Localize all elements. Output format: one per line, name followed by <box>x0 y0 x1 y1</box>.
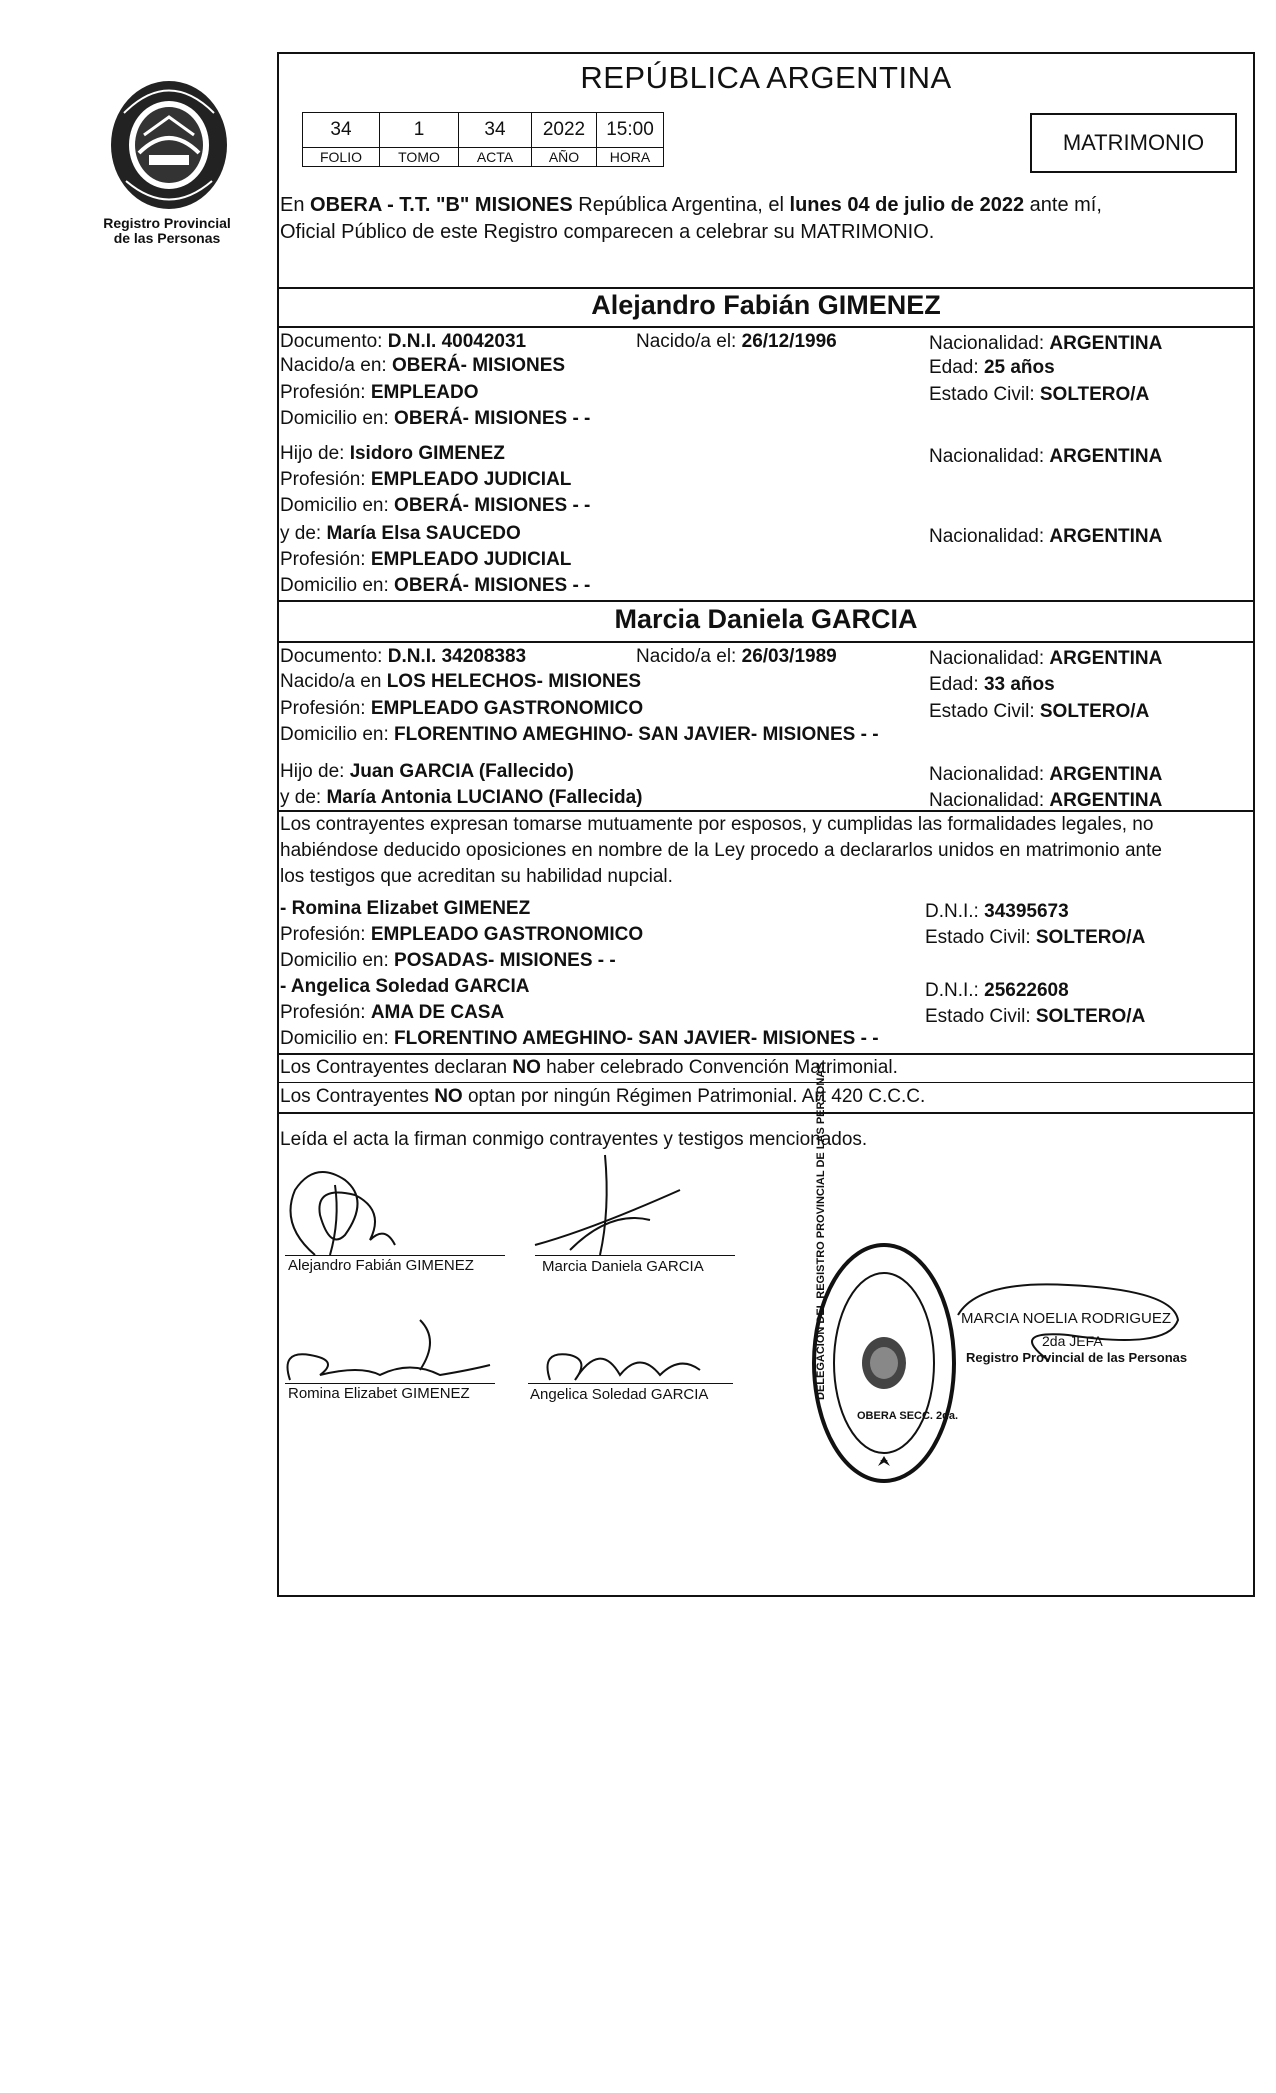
prof-label: Profesión: <box>280 1002 371 1023</box>
address-label: Domicilio en: <box>280 1028 395 1049</box>
intro-date: lunes 04 de julio de 2022 <box>789 194 1025 216</box>
party2-father-value: Juan GARCIA (Fallecido) <box>349 761 574 782</box>
party2-birthdate <box>636 645 837 669</box>
party1-father-addr-value: OBERÁ- MISIONES - - <box>394 495 591 516</box>
logo-caption-line2: de las Personas <box>113 230 221 246</box>
signature-scribble-1 <box>275 1155 425 1265</box>
party1-father-profession <box>280 468 571 492</box>
divider <box>277 1082 1255 1083</box>
provincial-registry-logo <box>104 73 234 213</box>
signature-scribble-4 <box>530 1330 730 1390</box>
divider <box>277 326 1255 328</box>
doc-label: Documento: <box>280 646 388 667</box>
party1-birthplace <box>280 354 565 378</box>
witness2-addr-value: FLORENTINO AMEGHINO- SAN JAVIER- MISIONES - - <box>394 1028 879 1049</box>
divider <box>277 641 1255 643</box>
birthplace-label: Nacido/a en: <box>280 355 392 376</box>
folio-value: 34 <box>303 113 380 148</box>
witness2-civil-status <box>925 1005 1145 1029</box>
father-label: Hijo de: <box>280 443 350 464</box>
party1-name: Alejandro Fabián GIMENEZ <box>591 290 941 320</box>
party2-address-value: FLORENTINO AMEGHINO- SAN JAVIER- MISIONES - - <box>394 724 879 745</box>
witness2-profession <box>280 1001 504 1025</box>
born-label: Nacido/a el: <box>636 331 742 352</box>
signature-line <box>285 1255 505 1256</box>
signature-label-3: Romina Elizabet GIMENEZ <box>288 1385 470 1402</box>
party1-nationality <box>929 332 1162 356</box>
witness1-address <box>280 949 616 973</box>
intro-line2: Oficial Público de este Registro comparecen a celebrar su MATRIMONIO. <box>280 221 935 243</box>
party2-name: Marcia Daniela GARCIA <box>614 604 918 634</box>
seal-text-bottom: OBERA SECC. 2da. <box>857 1410 959 1422</box>
party1-father-nat-value: ARGENTINA <box>1049 446 1163 467</box>
signature-line <box>535 1255 735 1256</box>
party2-mother-value: María Antonia LUCIANO (Fallecida) <box>326 787 643 808</box>
tomo-value: 1 <box>380 113 459 148</box>
page-title: REPÚBLICA ARGENTINA <box>580 60 952 95</box>
party1-profession <box>280 381 479 405</box>
intro-p1: En <box>280 194 311 216</box>
convention-line1 <box>280 1056 898 1080</box>
witness1-prof-value: EMPLEADO GASTRONOMICO <box>370 924 644 945</box>
party1-prof-value: EMPLEADO <box>370 382 479 403</box>
witness2-name: - Angelica Soledad GARCIA <box>280 976 530 997</box>
acta-label: ACTA <box>459 148 532 167</box>
logo-caption <box>82 216 252 246</box>
civil-label: Estado Civil: <box>925 1006 1036 1027</box>
address-label: Domicilio en: <box>280 950 395 971</box>
convention-c2c: optan por ningún Régimen Patrimonial. Art 420 C.C.C. <box>462 1086 926 1107</box>
address-label: Domicilio en: <box>280 495 395 516</box>
party1-mother <box>280 522 521 546</box>
party1-address-value: OBERÁ- MISIONES - - <box>394 408 591 429</box>
party1-mother-prof-value: EMPLEADO JUDICIAL <box>370 549 572 570</box>
signature-line <box>285 1383 495 1384</box>
convention-line2 <box>280 1085 925 1109</box>
officer-name: MARCIA NOELIA RODRIGUEZ <box>961 1310 1172 1327</box>
mother-label: y de: <box>280 523 327 544</box>
witness2-address <box>280 1027 879 1051</box>
convention-c1a: Los Contrayentes declaran <box>280 1057 513 1078</box>
nat-label: Nacionalidad: <box>929 764 1050 785</box>
party1-mother-nat-value: ARGENTINA <box>1049 526 1163 547</box>
party1-birthplace-value: OBERÁ- MISIONES <box>391 355 566 376</box>
witness1-name: - Romina Elizabet GIMENEZ <box>280 898 531 919</box>
tomo-label: TOMO <box>380 148 459 167</box>
nat-label: Nacionalidad: <box>929 790 1050 811</box>
anio-label: AÑO <box>532 148 597 167</box>
declaration-line1: Los contrayentes expresan tomarse mutuamente por esposos, y cumplidas las formalidades legales, no <box>280 814 1154 835</box>
witness2-dni <box>925 979 1069 1003</box>
signature-label-1: Alejandro Fabián GIMENEZ <box>288 1257 474 1274</box>
witness2-prof-value: AMA DE CASA <box>370 1002 505 1023</box>
intro-place: OBERA - T.T. "B" MISIONES <box>310 194 573 216</box>
age-label: Edad: <box>929 674 984 695</box>
party2-profession <box>280 697 643 721</box>
age-label: Edad: <box>929 357 984 378</box>
prof-label: Profesión: <box>280 698 371 719</box>
witness1-civil-status <box>925 926 1145 950</box>
signature-line <box>528 1383 733 1384</box>
party2-father-nationality <box>929 763 1162 787</box>
party2-nationality <box>929 647 1162 671</box>
witness1-profession <box>280 923 643 947</box>
divider <box>277 1053 1255 1055</box>
address-label: Domicilio en: <box>280 408 395 429</box>
party1-father-prof-value: EMPLEADO JUDICIAL <box>370 469 572 490</box>
party2-born-value: 26/03/1989 <box>741 646 837 667</box>
party1-address <box>280 407 590 431</box>
witness2-civil-value: SOLTERO/A <box>1035 1006 1146 1027</box>
officer-org: Registro Provincial de las Personas <box>966 1350 1188 1365</box>
born-label: Nacido/a el: <box>636 646 742 667</box>
party2-mother <box>280 786 642 810</box>
folio-label: FOLIO <box>303 148 380 167</box>
officer-title: 2da JEFA <box>1042 1333 1103 1349</box>
party1-father <box>280 442 505 466</box>
certificate-type-box <box>1030 113 1237 173</box>
divider <box>277 287 1255 289</box>
party2-civil-status <box>929 700 1149 724</box>
convention-c1b: NO <box>512 1057 541 1078</box>
birthplace-label: Nacido/a en <box>280 671 387 692</box>
divider <box>277 600 1255 602</box>
prof-label: Profesión: <box>280 549 371 570</box>
witness2-dni-value: 25622608 <box>984 980 1069 1001</box>
party2-birthplace-value: LOS HELECHOS- MISIONES <box>386 671 642 692</box>
record-table <box>302 112 664 167</box>
civil-label: Estado Civil: <box>929 701 1040 722</box>
father-label: Hijo de: <box>280 761 350 782</box>
prof-label: Profesión: <box>280 469 371 490</box>
signature-label-2: Marcia Daniela GARCIA <box>542 1258 704 1275</box>
intro-p3: ante mí, <box>1024 194 1102 216</box>
witness1-civil-value: SOLTERO/A <box>1035 927 1146 948</box>
doc-label: Documento: <box>280 331 388 352</box>
party1-father-value: Isidoro GIMENEZ <box>349 443 505 464</box>
divider <box>277 810 1255 812</box>
party1-doc-value: D.N.I. 40042031 <box>387 331 527 352</box>
convention-c2a: Los Contrayentes <box>280 1086 435 1107</box>
party2-address <box>280 723 879 747</box>
party1-civil-status <box>929 383 1149 407</box>
dni-label: D.N.I.: <box>925 980 985 1001</box>
party1-father-nationality <box>929 445 1162 469</box>
nat-label: Nacionalidad: <box>929 648 1050 669</box>
party1-age <box>929 356 1055 380</box>
acta-value: 34 <box>459 113 532 148</box>
prof-label: Profesión: <box>280 924 371 945</box>
party2-father-nat-value: ARGENTINA <box>1049 764 1163 785</box>
address-label: Domicilio en: <box>280 724 395 745</box>
declaration-line3: los testigos que acreditan su habilidad nupcial. <box>280 866 673 887</box>
anio-value: 2022 <box>532 113 597 148</box>
nat-label: Nacionalidad: <box>929 526 1050 547</box>
declaration-line2: habiéndose deducido oposiciones en nombre de la Ley procedo a declararlos unidos en matrimonio ante <box>280 840 1162 861</box>
witness1-dni <box>925 900 1069 924</box>
signature-label-4: Angelica Soledad GARCIA <box>530 1386 709 1403</box>
party1-mother-address <box>280 574 590 598</box>
nat-label: Nacionalidad: <box>929 446 1050 467</box>
party1-mother-nationality <box>929 525 1162 549</box>
nat-label: Nacionalidad: <box>929 333 1050 354</box>
convention-c1c: haber celebrado Convención Matrimonial. <box>540 1057 898 1078</box>
official-seal <box>808 1238 960 1488</box>
party2-prof-value: EMPLEADO GASTRONOMICO <box>370 698 644 719</box>
party1-born-value: 26/12/1996 <box>741 331 837 352</box>
party2-father <box>280 760 574 784</box>
hora-label: HORA <box>597 148 664 167</box>
party2-nat-value: ARGENTINA <box>1049 648 1163 669</box>
intro-p2: República Argentina, el <box>572 194 790 216</box>
intro-line1 <box>280 193 1102 217</box>
prof-label: Profesión: <box>280 382 371 403</box>
hora-value: 15:00 <box>597 113 664 148</box>
party1-mother-value: María Elsa SAUCEDO <box>326 523 521 544</box>
party2-age <box>929 673 1055 697</box>
party1-civil-value: SOLTERO/A <box>1039 384 1150 405</box>
party1-mother-addr-value: OBERÁ- MISIONES - - <box>394 575 591 596</box>
signature-scribble-3 <box>280 1310 520 1390</box>
certificate-type: MATRIMONIO <box>1062 130 1205 155</box>
witness1-addr-value: POSADAS- MISIONES - - <box>394 950 616 971</box>
party2-age-value: 33 años <box>983 674 1055 695</box>
closing-text: Leída el acta la firman conmigo contrayentes y testigos mencionados. <box>280 1129 868 1150</box>
party1-father-address <box>280 494 590 518</box>
witness1-dni-value: 34395673 <box>984 901 1069 922</box>
civil-label: Estado Civil: <box>925 927 1036 948</box>
party2-mother-nat-value: ARGENTINA <box>1049 790 1163 811</box>
civil-label: Estado Civil: <box>929 384 1040 405</box>
divider <box>277 1112 1255 1114</box>
convention-c2b: NO <box>434 1086 463 1107</box>
party1-birthdate <box>636 330 837 354</box>
dni-label: D.N.I.: <box>925 901 985 922</box>
party1-nat-value: ARGENTINA <box>1049 333 1163 354</box>
party1-document <box>280 330 526 354</box>
party2-doc-value: D.N.I. 34208383 <box>387 646 527 667</box>
mother-label: y de: <box>280 787 327 808</box>
signature-scribble-2 <box>530 1150 690 1260</box>
party2-birthplace <box>280 670 641 694</box>
party2-civil-value: SOLTERO/A <box>1039 701 1150 722</box>
address-label: Domicilio en: <box>280 575 395 596</box>
party1-age-value: 25 años <box>983 357 1055 378</box>
party1-mother-profession <box>280 548 571 572</box>
party2-document <box>280 645 526 669</box>
seal-text-top: DELEGACION DEL REGISTRO PROVINCIAL DE LAS PERSONAS <box>815 1062 827 1400</box>
logo-caption-line1: Registro Provincial <box>103 215 231 231</box>
